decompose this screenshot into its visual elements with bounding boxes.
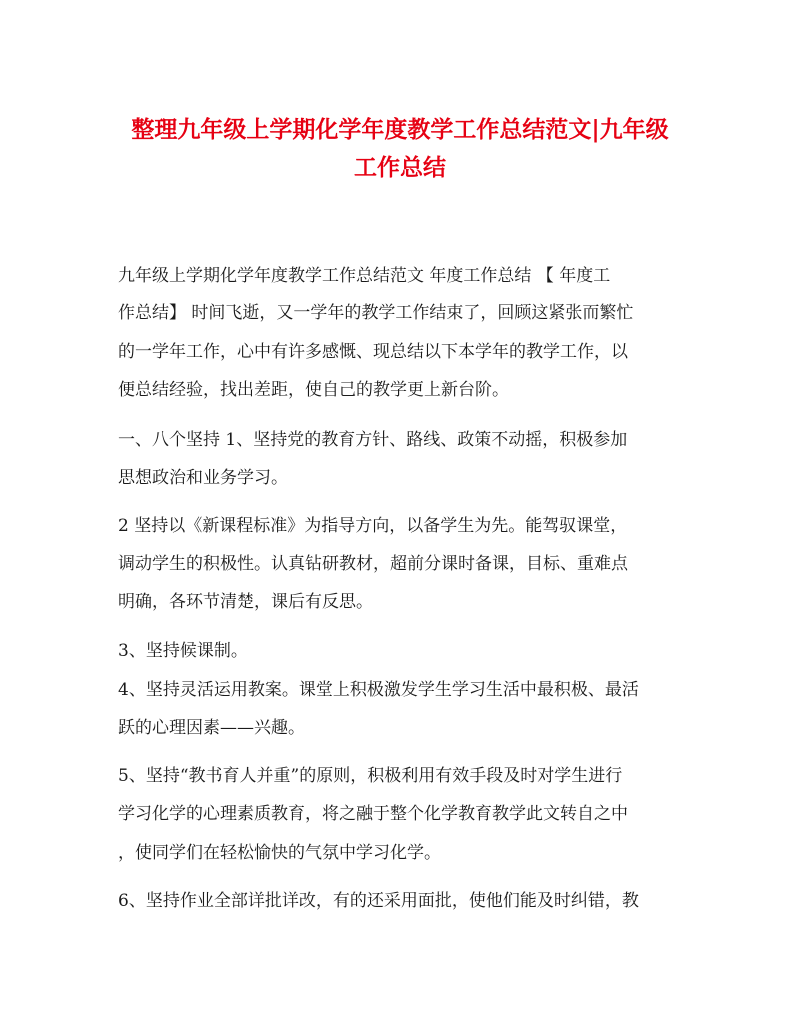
paragraph-line: 2 坚持以《新课程标准》为指导方向，以备学生为先。能驾驭课堂， — [118, 516, 628, 536]
paragraph-line: 跃的心理因素——兴趣。 — [118, 718, 305, 738]
paragraph-line: 的一学年工作，心中有许多感慨、现总结以下本学年的教学工作，以 — [118, 342, 628, 362]
paragraph-line: 3、坚持候课制。 — [118, 641, 248, 661]
paragraph-line: 思想政治和业务学习。 — [118, 468, 288, 488]
paragraph-line: 作总结】 时间飞逝，又一学年的教学工作结束了，回顾这紧张而繁忙 — [118, 303, 634, 323]
paragraph-line: 5、坚持“教书育人并重”的原则，积极利用有效手段及时对学生进行 — [118, 766, 623, 786]
document-title-line-2: 工作总结 — [354, 154, 446, 181]
paragraph-line: 4、坚持灵活运用教案。课堂上积极激发学生学习生活中最积极、最活 — [118, 680, 639, 700]
paragraph-line: 学习化学的心理素质教育，将之融于整个化学教育教学此文转自之中 — [118, 804, 628, 824]
paragraph-line: 6、坚持作业全部详批详改，有的还采用面批，使他们能及时纠错，教 — [118, 891, 639, 911]
paragraph-line: 明确，各环节清楚，课后有反思。 — [118, 592, 373, 612]
paragraph-line: ，使同学们在轻松愉快的气氛中学习化学。 — [118, 843, 441, 863]
document-title-line-1: 整理九年级上学期化学年度教学工作总结范文|九年级 — [131, 116, 669, 143]
paragraph-line: 一、八个坚持 1、坚持党的教育方针、路线、政策不动摇，积极参加 — [118, 430, 628, 450]
paragraph-line: 便总结经验，找出差距，使自己的教学更上新台阶。 — [118, 380, 509, 400]
paragraph-line: 九年级上学期化学年度教学工作总结范文 年度工作总结 【 年度工 — [118, 266, 611, 286]
paragraph-line: 调动学生的积极性。认真钻研教材，超前分课时备课，目标、重难点 — [118, 554, 628, 574]
